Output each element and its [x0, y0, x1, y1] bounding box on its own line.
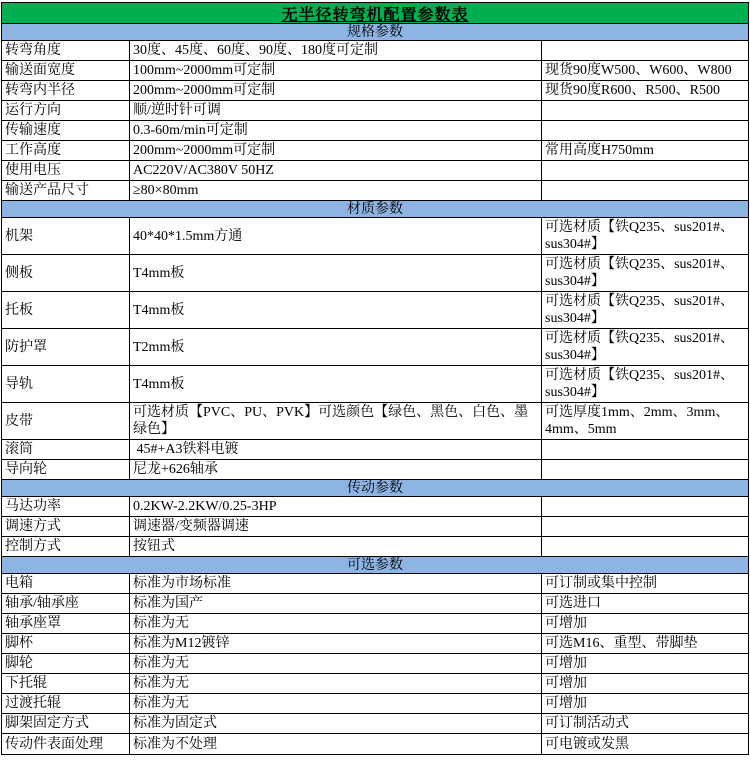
table-row	[2, 161, 748, 181]
param-note-cell: 可选材质【铁Q235、sus201#、sus304#】	[545, 257, 735, 289]
param-value-cell: 标准为固定式	[130, 714, 542, 733]
param-item-cell: 使用电压	[2, 161, 130, 180]
param-note-cell	[542, 41, 748, 60]
param-value-cell: 100mm~2000mm可定制	[130, 61, 542, 80]
param-item-cell: 马达功率	[2, 497, 130, 516]
param-note-cell: 可电镀或发黑	[545, 736, 629, 752]
param-note-cell: 常用高度H750mm	[545, 143, 654, 158]
table-row	[2, 497, 748, 517]
table-row	[2, 181, 748, 201]
param-note-cell: 可增加	[545, 616, 587, 631]
section-header: 规格参数	[2, 24, 748, 41]
param-note-cell: 可选M16、重型、带脚垫	[545, 636, 698, 651]
param-note-cell: 可增加	[545, 696, 587, 711]
param-value-cell: T4mm板	[130, 292, 542, 328]
param-value-cell: 按钮式	[130, 537, 542, 556]
param-item-cell: 托板	[2, 292, 130, 328]
param-value-cell: 30度、45度、60度、90度、180度可定制	[130, 41, 542, 60]
param-item-cell: 导向轮	[2, 460, 130, 479]
param-value-cell: 标准为M12镀锌	[130, 634, 542, 653]
table-row	[2, 61, 748, 81]
param-value-cell: 标准为无	[130, 614, 542, 633]
table-row	[2, 537, 748, 557]
param-value-cell: 顺/逆时针可调	[130, 101, 542, 120]
param-note-cell: 可订制活动式	[545, 716, 629, 731]
table-row	[2, 634, 748, 654]
table-row	[2, 517, 748, 537]
section-header: 材质参数	[2, 201, 748, 218]
param-item-cell: 防护罩	[2, 329, 130, 365]
param-value-cell: 标准为无	[130, 674, 542, 693]
param-note-cell: 可选材质【铁Q235、sus201#、sus304#】	[545, 368, 735, 400]
parameter-table	[1, 2, 749, 755]
param-item-cell: 轴承/轴承座	[2, 594, 130, 613]
param-item-cell: 转弯内半径	[2, 81, 130, 100]
param-value-cell: 45#+A3铁料电镀	[130, 440, 542, 459]
param-item-cell: 机架	[2, 218, 130, 254]
param-value-cell: ≥80×80mm	[130, 181, 542, 200]
param-value-cell: 标准为不处理	[130, 734, 542, 754]
param-value-cell: 标准为无	[130, 654, 542, 673]
param-note-cell	[542, 121, 748, 140]
param-item-cell: 脚架固定方式	[2, 714, 130, 733]
param-value-cell: 0.2KW-2.2KW/0.25-3HP	[130, 497, 542, 516]
param-note-cell: 可选厚度1mm、2mm、3mm、4mm、5mm	[545, 405, 730, 437]
param-item-cell: 脚轮	[2, 654, 130, 673]
table-row	[2, 594, 748, 614]
table-row	[2, 121, 748, 141]
param-item-cell: 脚杯	[2, 634, 130, 653]
param-value-cell: T2mm板	[130, 329, 542, 365]
table-row	[2, 714, 748, 734]
param-item-cell: 电箱	[2, 574, 130, 593]
param-note-cell: 可增加	[545, 656, 587, 671]
table-body	[2, 24, 748, 754]
param-item-cell: 输送产品尺寸	[2, 181, 130, 200]
param-value-cell: 标准为无	[130, 694, 542, 713]
param-value-cell: 40*40*1.5mm方通	[130, 218, 542, 254]
param-item-cell: 传动件表面处理	[2, 734, 130, 754]
param-note-cell	[542, 440, 748, 459]
param-value-cell: 标准为国产	[130, 594, 542, 613]
table-row	[2, 101, 748, 121]
table-row	[2, 218, 748, 255]
section-header: 传动参数	[2, 480, 748, 497]
param-item-cell: 输送面宽度	[2, 61, 130, 80]
param-note-cell	[542, 181, 748, 200]
param-item-cell: 转弯角度	[2, 41, 130, 60]
table-row	[2, 734, 748, 754]
param-note-cell: 可订制或集中控制	[545, 576, 657, 591]
param-value-cell: 标准为市场标准	[130, 574, 542, 593]
param-item-cell: 工作高度	[2, 141, 130, 160]
table-title: 无半径转弯机配置参数表	[2, 3, 748, 24]
table-row	[2, 574, 748, 594]
param-value-cell: 0.3-60m/min可定制	[130, 121, 542, 140]
table-row	[2, 440, 748, 460]
param-note-cell	[542, 517, 748, 536]
table-row	[2, 329, 748, 366]
param-value-cell: 200mm~2000mm可定制	[130, 81, 542, 100]
param-item-cell: 下托辊	[2, 674, 130, 693]
param-note-cell: 可选材质【铁Q235、sus201#、sus304#】	[545, 294, 735, 326]
section-header: 可选参数	[2, 557, 748, 574]
param-value-cell: AC220V/AC380V 50HZ	[130, 161, 542, 180]
param-note-cell	[542, 460, 748, 479]
table-row	[2, 694, 748, 714]
param-note-cell	[542, 537, 748, 556]
table-row	[2, 614, 748, 634]
param-item-cell: 轴承座罩	[2, 614, 130, 633]
table-row	[2, 292, 748, 329]
param-value-cell: T4mm板	[130, 366, 542, 402]
param-item-cell: 侧板	[2, 255, 130, 291]
param-value-cell: 调速器/变频器调速	[130, 517, 542, 536]
table-row	[2, 403, 748, 440]
param-item-cell: 控制方式	[2, 537, 130, 556]
param-value-cell: T4mm板	[130, 255, 542, 291]
param-value-cell: 可选材质【PVC、PU、PVK】可选颜色【绿色、黑色、白色、墨绿色】	[130, 403, 542, 439]
param-item-cell: 运行方向	[2, 101, 130, 120]
param-note-cell: 可选进口	[545, 596, 601, 611]
param-item-cell: 调速方式	[2, 517, 130, 536]
table-row	[2, 460, 748, 480]
param-value-cell: 尼龙+626轴承	[130, 460, 542, 479]
param-note-cell: 可选材质【铁Q235、sus201#、sus304#】	[545, 331, 735, 363]
param-item-cell: 过渡托辊	[2, 694, 130, 713]
param-note-cell	[542, 161, 748, 180]
table-row	[2, 654, 748, 674]
param-item-cell: 导轨	[2, 366, 130, 402]
param-note-cell: 可增加	[545, 676, 587, 691]
param-note-cell: 现货90度W500、W600、W800	[545, 63, 732, 78]
param-value-cell: 200mm~2000mm可定制	[130, 141, 542, 160]
table-row	[2, 366, 748, 403]
table-row	[2, 41, 748, 61]
table-row	[2, 141, 748, 161]
param-note-cell	[542, 101, 748, 120]
param-note-cell: 可选材质【铁Q235、sus201#、sus304#】	[545, 220, 735, 252]
param-item-cell: 皮带	[2, 403, 130, 439]
param-item-cell: 传输速度	[2, 121, 130, 140]
param-item-cell: 滚筒	[2, 440, 130, 459]
table-row	[2, 674, 748, 694]
table-row	[2, 255, 748, 292]
param-note-cell: 现货90度R600、R500、R500	[545, 83, 721, 98]
table-row	[2, 81, 748, 101]
param-note-cell	[542, 497, 748, 516]
